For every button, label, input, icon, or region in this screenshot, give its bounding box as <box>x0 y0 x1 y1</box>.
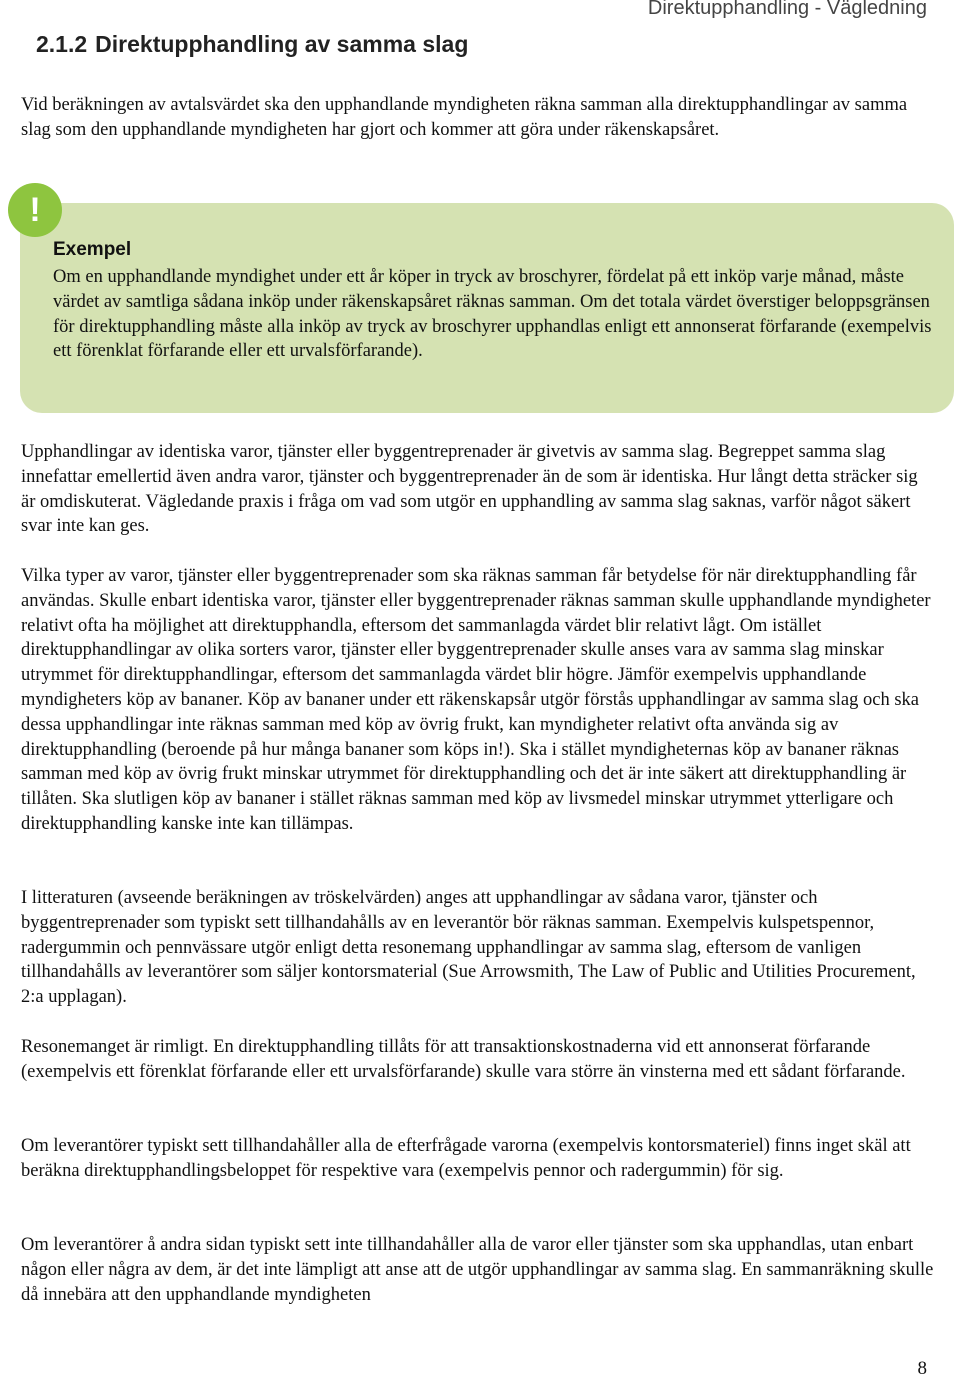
example-text: Om en upphandlande myndighet under ett år köper in tryck av broschyrer, fördelat på ett inköp varje månad, måste värdet av samtliga sådana inköp under räkenskapsåret räknas samman. Om det totala värdet överstiger beloppsgränsen för direktupphandling måste alla inköp av tryck av broschyrer upphandlas enligt ett annonserat förfarande (exempelvis ett förenklat förfarande eller ett urvalsförfarande). <box>53 267 932 362</box>
body-paragraph-2: Vilka typer av varor, tjänster eller byggentreprenader som ska räknas samman får betydelse för när direktupphandling får användas. Skulle enbart identiska varor, tjänster eller byggentreprenader räknas samman skulle upphandlande myndigheter relativt ofta ha möjlighet att direktupphandla, eftersom det sammanlagda värdet blir relativt lågt. Om istället direktupphandlingar av olika sorters varor, tjänster eller byggentreprenader skulle anses vara av samma slag minskar utrymmet för direktupphandlingar, eftersom det sammanlagda värdet blir högre. Jämför exempelvis upphandlande myndigheters köp av bananer. Köp av bananer under ett räkenskapsår utgör förstås upphandlingar av samma slag och ska dessa upphandlingar inte räknas samman med köp av övrig frukt, kan myndigheter relativt ofta använda sig av direktupphandling (beroende på hur många bananer som köps in!). Ska i stället myndigheternas köp av bananer räknas samman med köp av övrig frukt minskar utrymmet för direktupphandling och det är inte säkert att direktupphandling är tillåten. Ska slutligen köp av bananer i stället räknas samman med köp av livsmedel minskar utrymmet ytterligare och direktupphandling kanske inte kan tillämpas. <box>21 566 931 834</box>
body-paragraph-6: Om leverantörer å andra sidan typiskt sett inte tillhandahåller alla de varor eller tjänster som ska upphandlas, utan enbart någon eller några av dem, är det inte lämpligt att anse att de utgör upphandlingar av samma slag. En sammanräkning skulle då innebära att den upphandlande myndigheten <box>21 1235 934 1305</box>
section-title: Direktupphandling av samma slag <box>95 31 469 57</box>
body-paragraph-1: Upphandlingar av identiska varor, tjänster eller byggentreprenader är givetvis av samma slag. Begreppet samma slag innefattar emellertid även andra varor, tjänster och byggentreprenader än de som är identiska. Hur långt detta sträcker sig är omdiskuterat. Vägledande praxis i fråga om vad som utgör en upphandling av samma slag saknas, varför något säkert svar inte kan ges. <box>21 442 918 537</box>
body-paragraph-4: Resonemanget är rimligt. En direktupphandling tillåts för att transaktionskostnaderna vid ett annonserat förfarande (exempelvis ett förenklat förfarande eller ett urvalsförfarande) skulle vara större än vinsterna med ett sådant förfarande. <box>21 1037 906 1082</box>
intro-paragraph: Vid beräkningen av avtalsvärdet ska den upphandlande myndigheten räkna samman alla direktupphandlingar av samma slag som den upphandlande myndigheten har gjort och kommer att göra under räkenskapsåret. <box>21 95 908 140</box>
body-paragraph-3: I litteraturen (avseende beräkningen av tröskelvärden) anges att upphandlingar av sådana varor, tjänster och byggentreprenader som typiskt sett tillhandahålls av en leverantör bör räknas samman. Exempelvis kulspetspennor, radergummin och pennvässare utgör enligt detta resonemang upphandlingar av samma slag, eftersom de vanligen tillhandahålls av leverantörer som säljer kontorsmaterial (Sue Arrowsmith, The Law of Public and Utilities Procurement, 2:a upplagan). <box>21 888 916 1008</box>
example-title: Exempel <box>53 239 132 260</box>
section-number: 2.1.2 <box>36 31 88 57</box>
body-paragraph-5: Om leverantörer typiskt sett tillhandahåller alla de efterfrågade varorna (exempelvis kontorsmateriel) finns inget skäl att beräkna direktupphandlingsbeloppet för respektive vara (exempelvis pennor och radergummin) för sig. <box>21 1136 911 1181</box>
exclamation-icon: ! <box>8 183 62 237</box>
running-header: Direktupphandling - Vägledning <box>647 0 927 19</box>
example-box <box>20 203 954 413</box>
section-heading <box>36 31 468 58</box>
page-number: 8 <box>917 1358 927 1379</box>
